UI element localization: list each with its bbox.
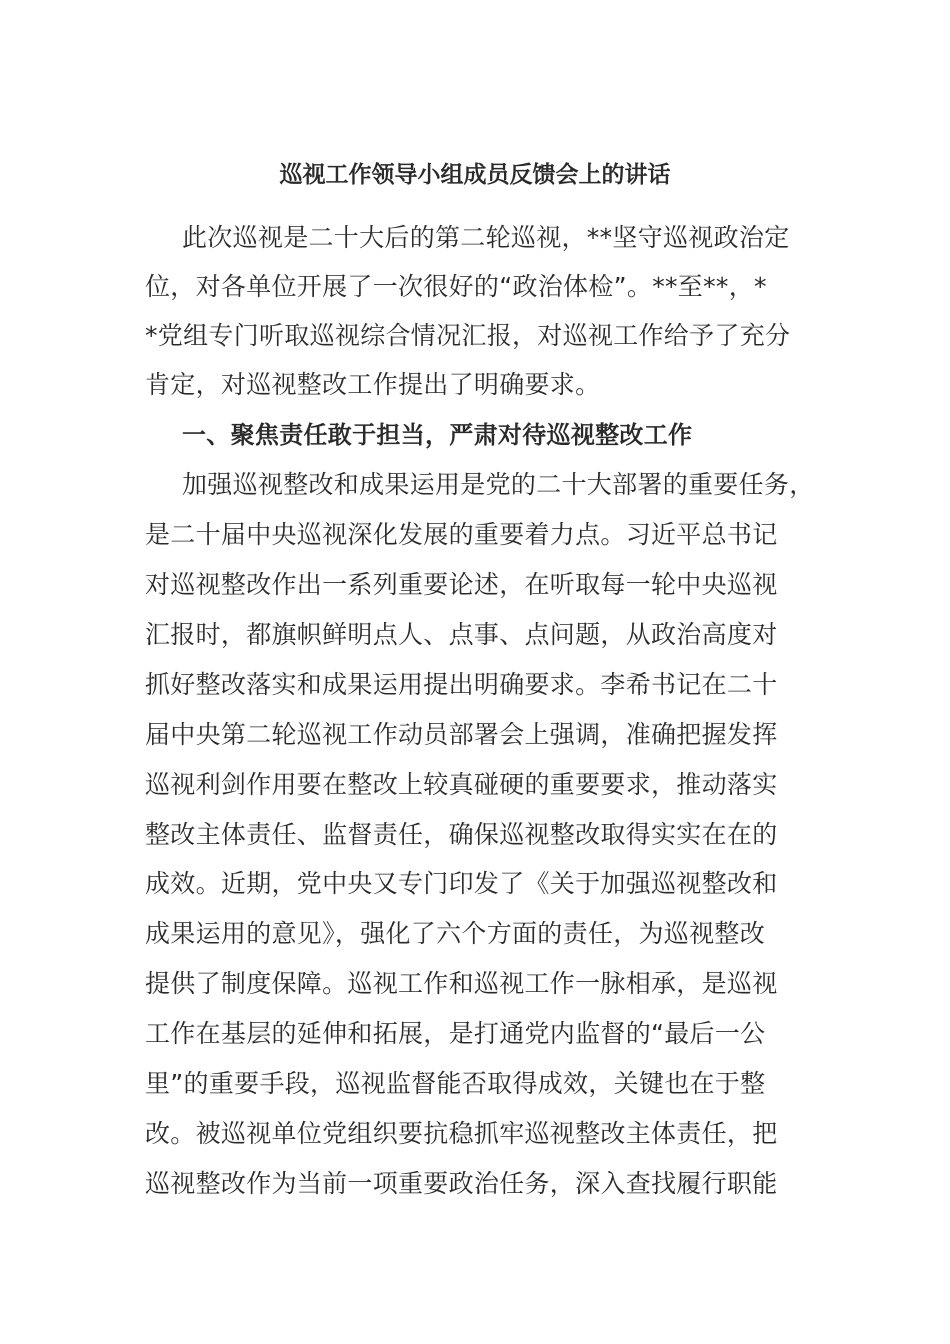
paragraph-2-line-13: 里”的重要手段，巡视监督能否取得成效，关键也在于整 — [145, 1069, 766, 1098]
paragraph-2-line-15: 巡视整改作为当前一项重要政治任务，深入查找履行职能 — [145, 1169, 778, 1198]
paragraph-2-line-7: 巡视利剑作用要在整改上较真碰硬的重要要求，推动落实 — [145, 770, 778, 799]
paragraph-2-line-10: 成果运用的意见》，强化了六个方面的责任，为巡视整改 — [145, 919, 766, 948]
paragraph-2-line-5: 抓好整改落实和成果运用提出明确要求。李希书记在二十 — [145, 670, 778, 699]
paragraph-1-line-1: 此次巡视是二十大后的第二轮巡视，**坚守巡视政治定 — [182, 223, 790, 252]
paragraph-2-line-3: 对巡视整改作出一系列重要论述，在听取每一轮中央巡视 — [145, 570, 778, 599]
section-heading-1: 一、聚焦责任敢于担当，严肃对待巡视整改工作 — [182, 421, 693, 449]
paragraph-2-line-9: 成效。近期，党中央又专门印发了《关于加强巡视整改和 — [145, 869, 778, 898]
paragraph-1-line-3: *党组专门听取巡视综合情况汇报，对巡视工作给予了充分 — [145, 321, 791, 350]
paragraph-2-line-1: 加强巡视整改和成果运用是党的二十大部署的重要任务， — [182, 470, 815, 499]
paragraph-2-line-8: 整改主体责任、监督责任，确保巡视整改取得实实在在的 — [145, 820, 778, 849]
paragraph-2-line-2: 是二十届中央巡视深化发展的重要着力点。习近平总书记 — [145, 520, 778, 549]
paragraph-2-line-4: 汇报时，都旗帜鲜明点人、点事、点问题，从政治高度对 — [145, 620, 778, 649]
document-title: 巡视工作领导小组成员反馈会上的讲话 — [279, 162, 671, 188]
paragraph-2-line-12: 工作在基层的延伸和拓展，是打通党内监督的“最后一公 — [145, 1019, 766, 1048]
paragraph-1-line-2: 位，对各单位开展了一次很好的“政治体检”。**至**，* — [145, 272, 767, 301]
paragraph-1-line-4: 肯定，对巡视整改工作提出了明确要求。 — [145, 370, 601, 399]
paragraph-2-line-14: 改。被巡视单位党组织要抗稳抓牢巡视整改主体责任，把 — [145, 1119, 778, 1148]
paragraph-2-line-6: 届中央第二轮巡视工作动员部署会上强调，准确把握发挥 — [145, 720, 778, 749]
paragraph-2-line-11: 提供了制度保障。巡视工作和巡视工作一脉相承，是巡视 — [145, 969, 778, 998]
